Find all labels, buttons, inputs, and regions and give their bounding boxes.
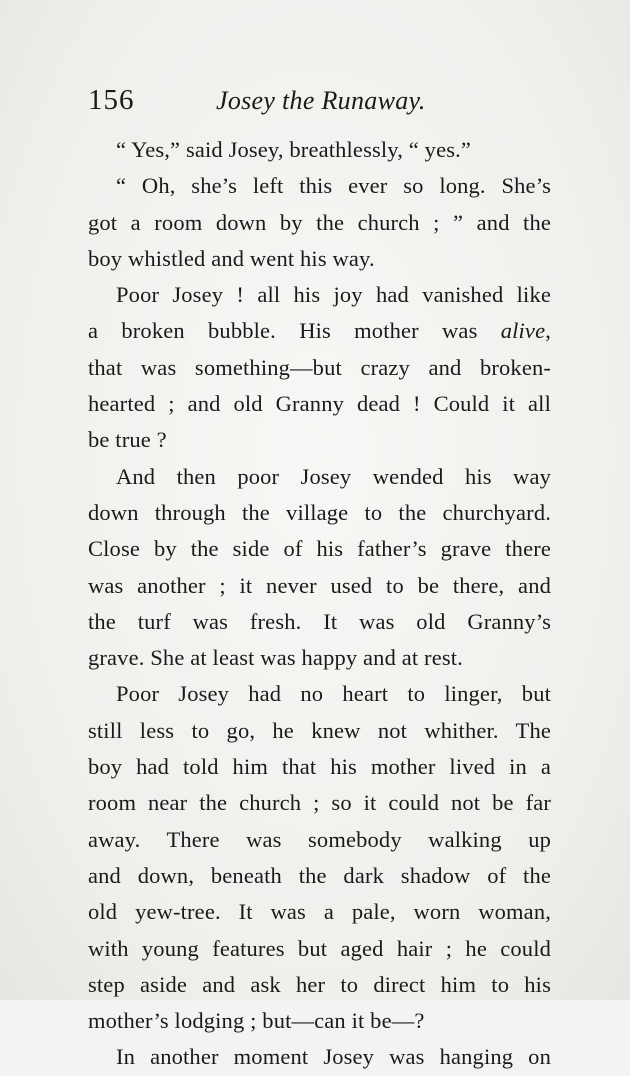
text-line: In another moment Josey was hanging on bbox=[116, 1044, 551, 1070]
text-line: hearted ; and old Granny dead ! Could it all bbox=[88, 391, 551, 417]
text-line: Poor Josey had no heart to linger, but bbox=[116, 681, 551, 707]
body-text bbox=[88, 132, 551, 1076]
text-line: “ Oh, she’s left this ever so long. She’s bbox=[116, 173, 551, 199]
text-line: And then poor Josey wended his way bbox=[116, 463, 551, 489]
text-line: still less to go, he knew not whither. The bbox=[88, 717, 551, 743]
text-line: room near the church ; so it could not be far bbox=[88, 790, 551, 816]
text-line: got a room down by the church ; ” and the bbox=[88, 209, 551, 235]
text-line: was another ; it never used to be there, and bbox=[88, 572, 551, 598]
italic-word: alive bbox=[500, 318, 546, 344]
text-line: step aside and ask her to direct him to his bbox=[88, 971, 551, 997]
page-number: 156 bbox=[88, 84, 135, 116]
text-line: down through the village to the churchyard. bbox=[88, 499, 551, 525]
text-line: mother’s lodging ; but—can it be—? bbox=[88, 1008, 425, 1034]
running-title: Josey the Runaway. bbox=[216, 86, 426, 115]
page-header bbox=[88, 84, 558, 124]
text-line: be true ? bbox=[88, 427, 167, 453]
text-line: Poor Josey ! all his joy had vanished like bbox=[116, 282, 551, 308]
text-line: and down, beneath the dark shadow of the bbox=[88, 862, 551, 888]
text-line: boy had told him that his mother lived in a bbox=[88, 754, 551, 780]
text-line: “ Yes,” said Josey, breathlessly, “ yes.” bbox=[116, 137, 472, 162]
text-line: Close by the side of his father’s grave there bbox=[88, 536, 551, 562]
text-line: away. There was somebody walking up bbox=[88, 826, 551, 852]
text-line: boy whistled and went his way. bbox=[88, 245, 375, 271]
text-line: old yew-tree. It was a pale, worn woman, bbox=[88, 899, 551, 925]
text-line: grave. She at least was happy and at rest. bbox=[88, 645, 463, 671]
text-line: that was something—but crazy and broken- bbox=[88, 354, 551, 380]
text-line: a broken bubble. His mother was alive, bbox=[88, 318, 551, 344]
text-line: the turf was fresh. It was old Granny’s bbox=[88, 608, 551, 634]
text-line: with young features but aged hair ; he could bbox=[88, 935, 551, 961]
